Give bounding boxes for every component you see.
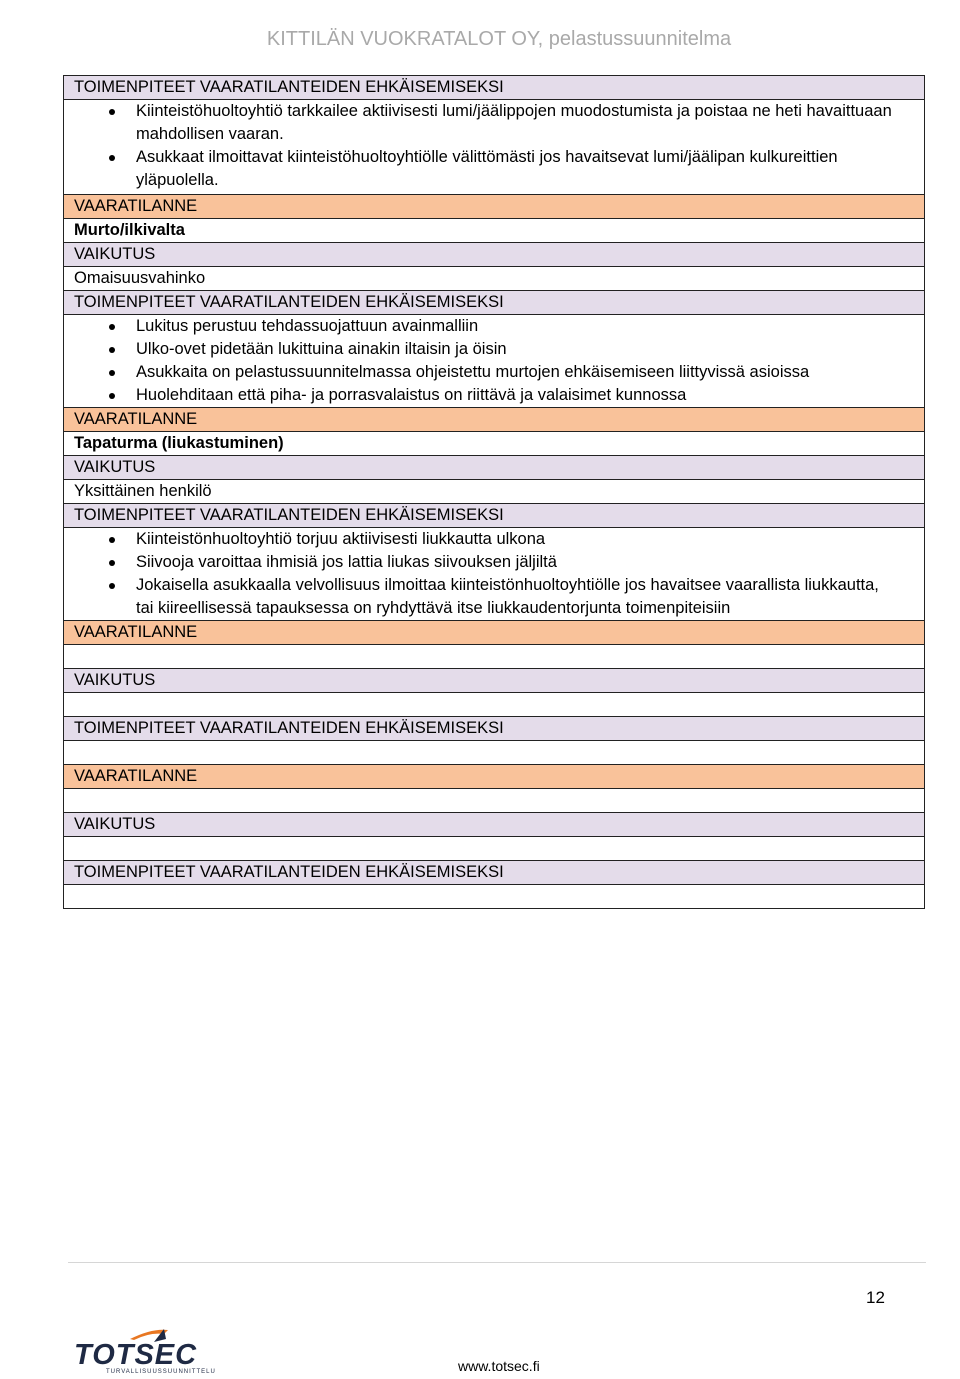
toimenpiteet-label: TOIMENPITEET VAARATILANTEIDEN EHKÄISEMISEKSI [64,291,925,315]
page-header-title: KITTILÄN VUOKRATALOT OY, pelastussuunnitelma [266,28,732,50]
measures-cell [64,100,925,195]
page-number: 12 [866,1288,885,1307]
website-link[interactable]: www.totsec.fi [458,1358,540,1374]
vaikutus-value: Yksittäinen henkilö [64,480,925,504]
list-item: Asukkaita on pelastussuunnitelmassa ohjeistettu murtojen ehkäisemiseen liittyvissä asioissa [136,361,914,384]
toimenpiteet-label: TOIMENPITEET VAARATILANTEIDEN EHKÄISEMISEKSI [64,861,925,885]
vaikutus-label: VAIKUTUS [64,456,925,480]
vaaratilanne-value: Murto/ilkivalta [64,219,925,243]
list-item: Jokaisella asukkaalla velvollisuus ilmoittaa kiinteistönhuoltoyhtiölle jos havaitsee vaarallista liukkautta, tai kiireellisessä tapauksessa on ryhdyttävä itse liukkaudentorjunta toimenpiteisiin [136,574,914,620]
risk-table [63,75,925,909]
toimenpiteet-label: TOIMENPITEET VAARATILANTEIDEN EHKÄISEMISEKSI [64,76,925,100]
list-item: Siivooja varoittaa ihmisiä jos lattia liukas siivouksen jäljiltä [136,551,914,574]
logo-tagline: TURVALLISUUSSUUNNITTELU [106,1369,216,1374]
vaaratilanne-value [64,789,925,813]
list-item: Asukkaat ilmoittavat kiinteistöhuoltoyhtiölle välittömästi jos havaitsevat lumi/jäälipan kulkureittien yläpuolella. [136,146,914,192]
measures-cell [64,315,925,408]
vaaratilanne-value [64,645,925,669]
vaaratilanne-label: VAARATILANNE [64,765,925,789]
vaikutus-value [64,693,925,717]
measures-cell [64,885,925,909]
footer-divider [68,1262,926,1263]
totsec-logo [72,1326,234,1374]
list-item: Lukitus perustuu tehdassuojattuun avainmalliin [136,315,914,338]
list-item: Ulko-ovet pidetään lukittuina ainakin iltaisin ja öisin [136,338,914,361]
vaaratilanne-label: VAARATILANNE [64,408,925,432]
logo-text: TOTSEC [74,1339,198,1371]
vaikutus-value [64,837,925,861]
vaaratilanne-label: VAARATILANNE [64,621,925,645]
vaaratilanne-value: Tapaturma (liukastuminen) [64,432,925,456]
list-item: Kiinteistöhuoltoyhtiö tarkkailee aktiivisesti lumi/jäälippojen muodostumista ja poistaa ne heti havaittuaan mahdollisen vaaran. [136,100,914,146]
measures-cell [64,741,925,765]
vaikutus-value: Omaisuusvahinko [64,267,925,291]
toimenpiteet-label: TOIMENPITEET VAARATILANTEIDEN EHKÄISEMISEKSI [64,504,925,528]
vaikutus-label: VAIKUTUS [64,813,925,837]
list-item: Huolehditaan että piha- ja porrasvalaistus on riittävä ja valaisimet kunnossa [136,384,914,407]
measures-cell [64,528,925,621]
vaaratilanne-label: VAARATILANNE [64,195,925,219]
toimenpiteet-label: TOIMENPITEET VAARATILANTEIDEN EHKÄISEMISEKSI [64,717,925,741]
vaikutus-label: VAIKUTUS [64,669,925,693]
vaikutus-label: VAIKUTUS [64,243,925,267]
list-item: Kiinteistönhuoltoyhtiö torjuu aktiivisesti liukkautta ulkona [136,528,914,551]
